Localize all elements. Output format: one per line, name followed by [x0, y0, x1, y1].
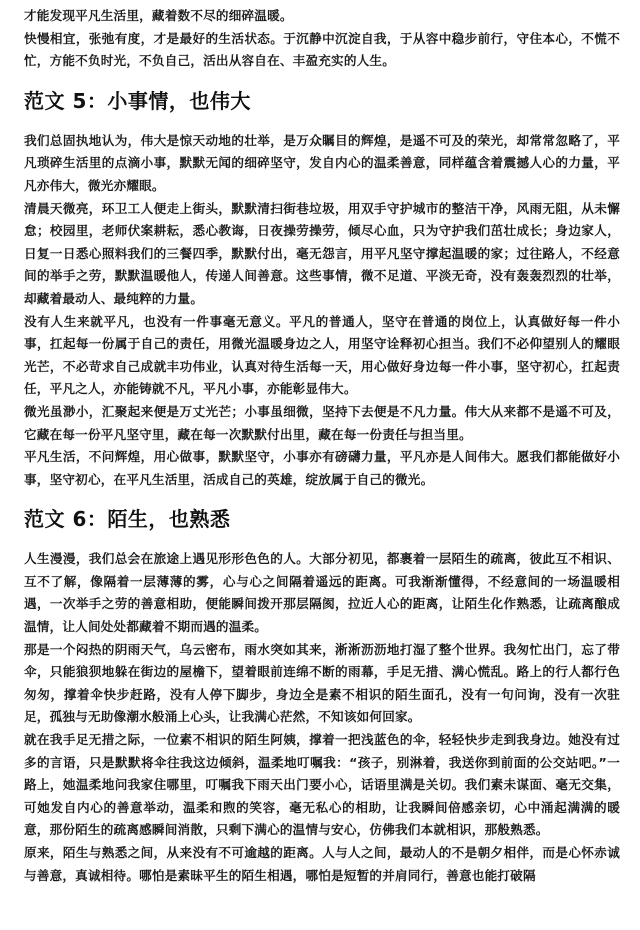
- intro-paragraph: 才能发现平凡生活里，藏着数不尽的细碎温暖。: [24, 8, 293, 23]
- body-paragraph: 微光虽渺小，汇聚起来便是万丈光芒；小事虽细微，坚持下去便是不凡力量。伟大从来都不是遥不可及，它藏在每一份平凡坚守里，藏在每一次默默付出里，藏在每一份责任与担当里。: [24, 403, 620, 442]
- body-paragraph: 就在我手足无措之际，一位素不相识的陌生阿姨，撑着一把浅蓝色的伞，轻轻快步走到我身边。她没有过多的言语，只是默默将伞往我这边倾斜，温柔地叮嘱我：“孩子，别淋着，我送你到前面的公交站吧。”一路上，她温柔地问我家住哪里，叮嘱我下雨天出门要小心，话语里满是关切。我们素未谋面、毫无交集，可她发自内心的善意举动，温柔和煦的笑容，毫无私心的相助，让我瞬间倍感亲切，心中涌起满满的暖意，那份陌生的疏离感瞬间消散，只剩下满心的温情与安心，仿佛我们本就相识，那般熟悉。: [24, 732, 620, 838]
- body-paragraph: 平凡生活，不问辉煌，用心做事，默默坚守，小事亦有磅礴力量，平凡亦是人间伟大。愿我们都能做好小事，坚守初心，在平凡生活里，活成自己的英雄，绽放属于自己的微光。: [24, 449, 620, 487]
- section-body: [24, 130, 620, 492]
- section-heading: 范文 6：陌生，也熟悉: [24, 507, 231, 532]
- body-paragraph: 人生漫漫，我们总会在旅途上遇见形形色色的人。大部分初见，都裹着一层陌生的疏离，彼此互不相识、互不了解，像隔着一层薄薄的雾，心与心之间隔着遥远的距离。可我渐渐懂得，不经意间的一场温暖相遇，一次举手之劳的善意相助，便能瞬间拨开那层隔阂，拉近人心的距离，让陌生化作熟悉，让疏离酿成温情，让人间处处都藏着不期而遇的温柔。: [24, 551, 620, 635]
- section-body: [24, 548, 620, 887]
- essay-section-5: [24, 87, 620, 492]
- body-paragraph: 清晨天微亮，环卫工人便走上街头，默默清扫街巷垃圾，用双手守护城市的整洁干净，风雨无阻，从未懈怠；校园里，老师伏案耕耘，悉心教诲，日夜操劳操劳，倾尽心血，只为守护我们茁壮成长；身边家人，日复一日悉心照料我们的三餐四季，默默付出，毫无怨言，用平凡坚守撑起温暖的家；过往路人，不经意间的举手之劳，默默温暖他人，传递人间善意。这些事情，微不足道、平淡无奇，没有轰轰烈烈的壮举，却藏着最动人、最纯粹的力量。: [24, 200, 620, 306]
- intro-paragraph: 快慢相宜，张弛有度，才是最好的生活状态。于沉静中沉淀自我，于从容中稳步前行，守住本心，不慌不忙，方能不负时光，不负自己，活出从容自在、丰盈充实的人生。: [24, 30, 620, 69]
- body-paragraph: 原来，陌生与熟悉之间，从来没有不可逾越的距离。人与人之间，最动人的不是朝夕相伴，而是心怀赤诚与善意，真诚相待。哪怕是素昧平生的陌生相遇，哪怕是短暂的并肩同行，善意也能打破隔: [24, 845, 620, 883]
- body-paragraph: 那是一个闷热的阴雨天气，乌云密布，雨水突如其来，淅淅沥沥地打湿了整个世界。我匆忙出门，忘了带伞，只能狼狈地躲在街边的屋檐下，望着眼前连绵不断的雨幕，手足无措、满心慌乱。路上的行人都行色匆匆，撑着伞快步赶路，没有人停下脚步，身边全是素不相识的陌生面孔，没有一句问询，没有一次驻足，孤独与无助像潮水般涌上心头，让我满心茫然，不知该如何回家。: [24, 641, 620, 725]
- body-paragraph: 我们总固执地认为，伟大是惊天动地的壮举，是万众瞩目的辉煌，是遥不可及的荣光，却常常忽略了，平凡琐碎生活里的点滴小事，默默无闻的细碎坚守，发自内心的温柔善意，同样蕴含着震撼人心的力量，平凡亦伟大，微光亦耀眼。: [24, 132, 620, 193]
- essay-section-6: [24, 505, 620, 887]
- intro-block: [24, 5, 620, 73]
- body-paragraph: 没有人生来就平凡，也没有一件事毫无意义。平凡的普通人，坚守在普通的岗位上，认真做好每一件小事，扛起每一份属于自己的责任，用微光温暖身边之人，用坚守诠释初心担当。我们不必仰望别人的耀眼光芒，不必苛求自己成就丰功伟业，认真对待生活每一天，用心做好身边每一件小事，坚守初心，扛起责任，平凡之人，亦能铸就不凡，平凡小事，亦能彰显伟大。: [24, 313, 620, 397]
- section-heading: 范文 5：小事情，也伟大: [24, 88, 251, 113]
